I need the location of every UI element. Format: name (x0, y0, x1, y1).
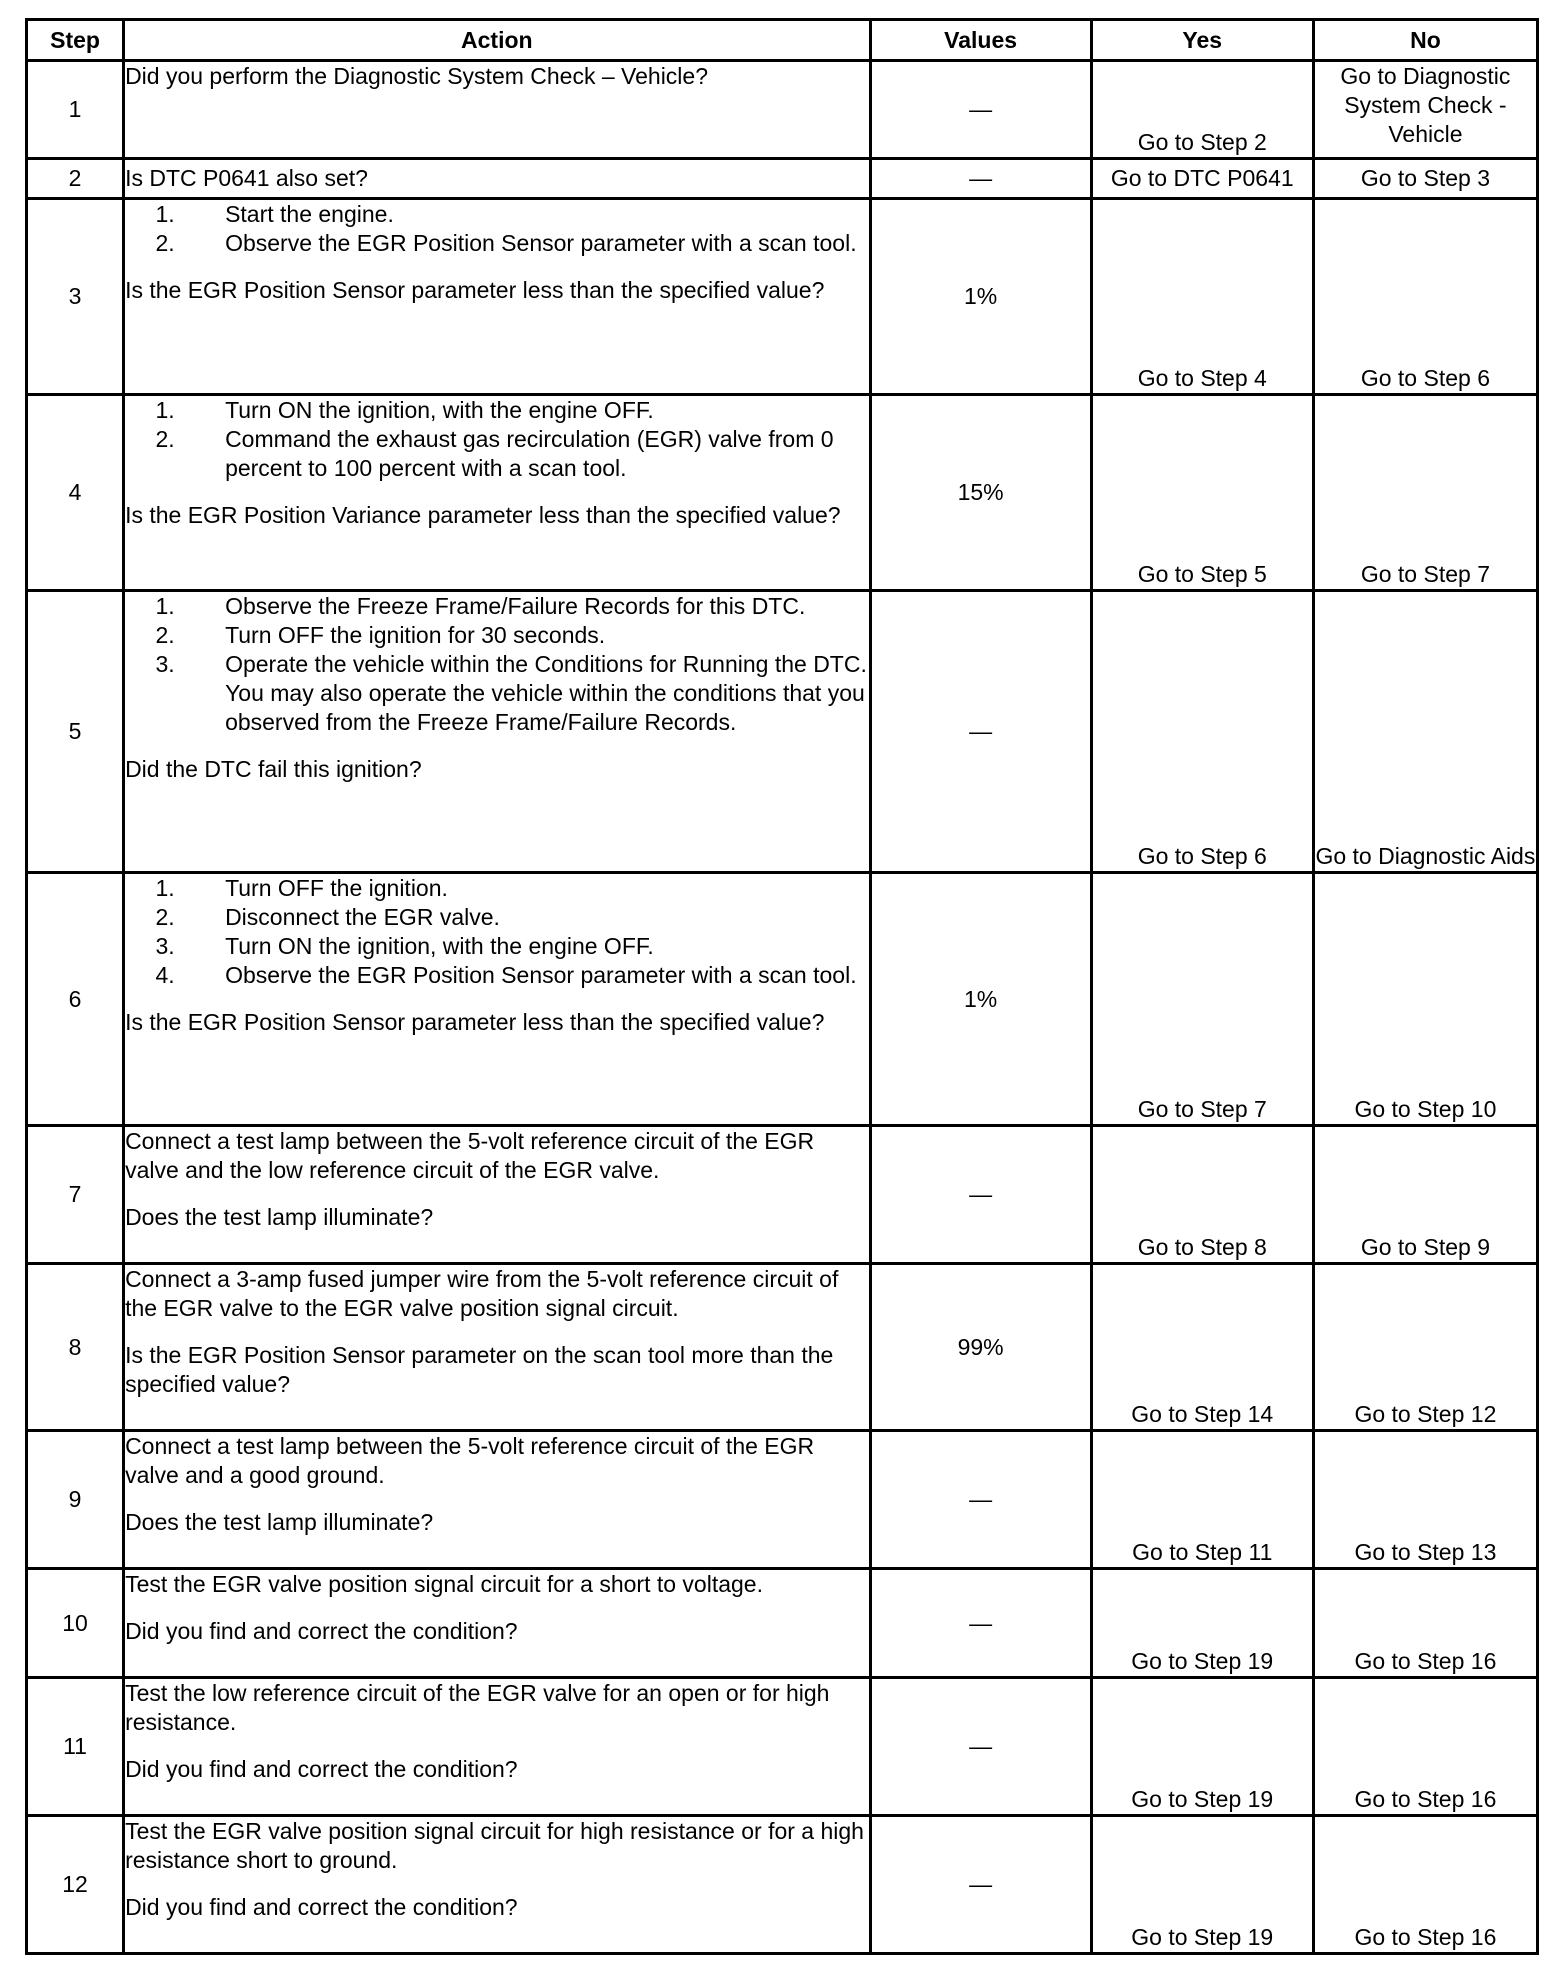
yes-cell: Go to DTC P0641 (1091, 159, 1313, 199)
yes-cell: Go to Step 19 (1091, 1816, 1313, 1954)
value-cell: — (870, 1431, 1091, 1569)
header-yes: Yes (1091, 20, 1313, 61)
action-instruction: Connect a test lamp between the 5-volt reference circuit of the EGR valve and a good ground. (125, 1433, 815, 1488)
no-cell: Go to Diagnostic Aids (1313, 591, 1537, 873)
action-question: Does the test lamp illuminate? (125, 1509, 434, 1535)
substep-item: 2. Command the exhaust gas recirculation (EGR) valve from 0 percent to 100 percent with a scan tool. (181, 425, 868, 483)
step-number: 10 (27, 1569, 124, 1678)
action-cell (124, 159, 870, 199)
step-number: 9 (27, 1431, 124, 1569)
table-row (27, 1264, 1538, 1431)
action-question: Is the EGR Position Sensor parameter on the scan tool more than the specified value? (125, 1342, 834, 1397)
table-row (27, 1431, 1538, 1569)
value-cell: — (870, 591, 1091, 873)
value-cell: 99% (870, 1264, 1091, 1431)
step-number: 1 (27, 61, 124, 159)
table-row (27, 1569, 1538, 1678)
action-cell (124, 1431, 870, 1569)
yes-cell: Go to Step 11 (1091, 1431, 1313, 1569)
action-question: Did you find and correct the condition? (125, 1756, 518, 1782)
value-cell: 15% (870, 395, 1091, 591)
value-cell: — (870, 159, 1091, 199)
yes-cell: Go to Step 19 (1091, 1569, 1313, 1678)
table-row (27, 1678, 1538, 1816)
step-number: 11 (27, 1678, 124, 1816)
substep-item: 1. Start the engine. (181, 200, 868, 229)
value-cell: — (870, 1126, 1091, 1264)
diagnostic-table (25, 18, 1539, 1955)
no-cell: Go to Step 10 (1313, 873, 1537, 1126)
table-row (27, 199, 1538, 395)
action-cell (124, 1126, 870, 1264)
action-cell (124, 873, 870, 1126)
value-cell: — (870, 1569, 1091, 1678)
action-instruction: Test the EGR valve position signal circuit for a short to voltage. (125, 1571, 763, 1597)
substep-list (125, 874, 868, 990)
no-cell: Go to Step 12 (1313, 1264, 1537, 1431)
table-row (27, 591, 1538, 873)
value-cell: — (870, 1816, 1091, 1954)
value-cell: 1% (870, 199, 1091, 395)
action-cell (124, 61, 870, 159)
action-question: Is the EGR Position Variance parameter less than the specified value? (125, 502, 841, 528)
step-number: 2 (27, 159, 124, 199)
yes-cell: Go to Step 7 (1091, 873, 1313, 1126)
step-number: 6 (27, 873, 124, 1126)
substep-item: 1. Turn ON the ignition, with the engine OFF. (181, 396, 868, 425)
header-step: Step (27, 20, 124, 61)
no-cell: Go to Step 3 (1313, 159, 1537, 199)
action-question: Did you find and correct the condition? (125, 1618, 518, 1644)
substep-item: 3. Operate the vehicle within the Conditions for Running the DTC. You may also operate the vehicle within the conditions that you observed from the Freeze Frame/Failure Records. (181, 650, 868, 737)
substep-item: 2. Turn OFF the ignition for 30 seconds. (181, 621, 868, 650)
substep-list (125, 396, 868, 483)
step-number: 3 (27, 199, 124, 395)
no-cell: Go to Step 6 (1313, 199, 1537, 395)
action-question: Does the test lamp illuminate? (125, 1204, 434, 1230)
action-question: Is the EGR Position Sensor parameter less than the specified value? (125, 1009, 825, 1035)
substep-list (125, 200, 868, 258)
table-row (27, 873, 1538, 1126)
header-row (27, 20, 1538, 61)
action-instruction: Test the low reference circuit of the EGR valve for an open or for high resistance. (125, 1680, 830, 1735)
action-question: Did you find and correct the condition? (125, 1894, 518, 1920)
value-cell: 1% (870, 873, 1091, 1126)
action-cell (124, 1569, 870, 1678)
action-cell (124, 591, 870, 873)
step-number: 7 (27, 1126, 124, 1264)
table-row (27, 1816, 1538, 1954)
substep-item: 4. Observe the EGR Position Sensor parameter with a scan tool. (181, 961, 868, 990)
table-row (27, 159, 1538, 199)
substep-item: 1. Turn OFF the ignition. (181, 874, 868, 903)
action-question: Is the EGR Position Sensor parameter less than the specified value? (125, 277, 825, 303)
substep-list (125, 592, 868, 737)
no-cell: Go to Diagnostic System Check - Vehicle (1313, 61, 1537, 159)
action-instruction: Test the EGR valve position signal circuit for high resistance or for a high resistance short to ground. (125, 1818, 864, 1873)
yes-cell: Go to Step 19 (1091, 1678, 1313, 1816)
table-row (27, 395, 1538, 591)
action-question: Did you perform the Diagnostic System Check – Vehicle? (125, 63, 709, 89)
action-instruction: Connect a 3-amp fused jumper wire from the 5-volt reference circuit of the EGR valve to the EGR valve position signal circuit. (125, 1266, 839, 1321)
yes-cell: Go to Step 8 (1091, 1126, 1313, 1264)
action-instruction: Connect a test lamp between the 5-volt reference circuit of the EGR valve and the low reference circuit of the EGR valve. (125, 1128, 815, 1183)
yes-cell: Go to Step 5 (1091, 395, 1313, 591)
substep-item: 2. Disconnect the EGR valve. (181, 903, 868, 932)
value-cell: — (870, 1678, 1091, 1816)
yes-cell: Go to Step 2 (1091, 61, 1313, 159)
no-cell: Go to Step 16 (1313, 1678, 1537, 1816)
no-cell: Go to Step 7 (1313, 395, 1537, 591)
no-cell: Go to Step 13 (1313, 1431, 1537, 1569)
action-cell (124, 1678, 870, 1816)
table-row (27, 1126, 1538, 1264)
step-number: 4 (27, 395, 124, 591)
action-cell (124, 1264, 870, 1431)
step-number: 12 (27, 1816, 124, 1954)
action-cell (124, 395, 870, 591)
step-number: 5 (27, 591, 124, 873)
substep-item: 1. Observe the Freeze Frame/Failure Records for this DTC. (181, 592, 868, 621)
action-question: Is DTC P0641 also set? (125, 165, 368, 191)
substep-item: 3. Turn ON the ignition, with the engine OFF. (181, 932, 868, 961)
header-values: Values (870, 20, 1091, 61)
yes-cell: Go to Step 6 (1091, 591, 1313, 873)
no-cell: Go to Step 16 (1313, 1569, 1537, 1678)
substep-item: 2. Observe the EGR Position Sensor parameter with a scan tool. (181, 229, 868, 258)
value-cell: — (870, 61, 1091, 159)
table-row (27, 61, 1538, 159)
header-no: No (1313, 20, 1537, 61)
yes-cell: Go to Step 4 (1091, 199, 1313, 395)
action-cell (124, 199, 870, 395)
action-cell (124, 1816, 870, 1954)
header-action: Action (124, 20, 870, 61)
no-cell: Go to Step 9 (1313, 1126, 1537, 1264)
yes-cell: Go to Step 14 (1091, 1264, 1313, 1431)
no-cell: Go to Step 16 (1313, 1816, 1537, 1954)
step-number: 8 (27, 1264, 124, 1431)
action-question: Did the DTC fail this ignition? (125, 756, 422, 782)
